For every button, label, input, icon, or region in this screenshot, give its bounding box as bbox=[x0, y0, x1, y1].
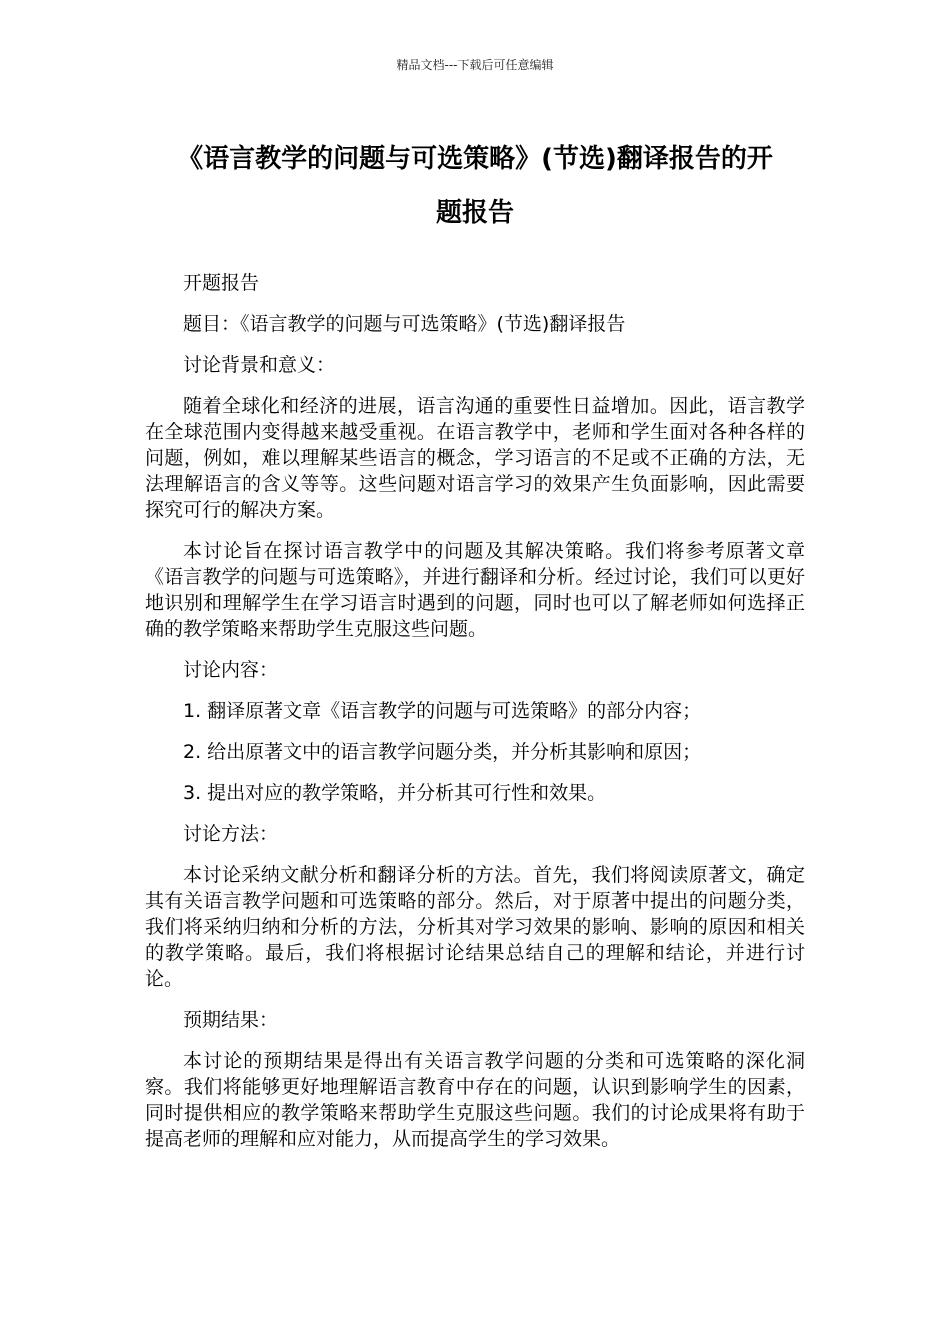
background-label: 讨论背景和意义： bbox=[183, 354, 336, 376]
content-item: 3. 提出对应的教学策略，并分析其可行性和效果。 bbox=[183, 782, 607, 804]
section-heading: 开题报告 bbox=[183, 272, 260, 294]
title-line-2: 题报告 bbox=[435, 198, 514, 228]
document-title bbox=[140, 132, 810, 240]
document-body bbox=[145, 270, 805, 1167]
result-paragraph: 本讨论的预期结果是得出有关语言教学问题的分类和可选策略的深化洞察。我们将能够更好地理解语言教育中存在的问题，认识到影响学生的因素，同时提供相应的教学策略来帮助学生克服这些问题。我们的讨论成果将有助于提高老师的理解和应对能力，从而提高学生的学习效果。 bbox=[145, 1050, 805, 1150]
content-item: 2. 给出原著文中的语言教学问题分类，并分析其影响和原因； bbox=[183, 741, 702, 763]
content-label: 讨论内容： bbox=[183, 659, 279, 681]
title-line-1: 《语言教学的问题与可选策略》(节选)翻译报告的开 bbox=[177, 144, 773, 174]
header-note: 精品文档---下载后可任意编辑 bbox=[396, 58, 554, 72]
background-paragraph-1: 随着全球化和经济的进展，语言沟通的重要性日益增加。因此，语言教学在全球范围内变得越来越受重视。在语言教学中，老师和学生面对各种各样的问题，例如，难以理解某些语言的概念，学习语言的不足或不正确的方法，无法理解语言的含义等等。这些问题对语言学习的效果产生负面影响，因此需要探究可行的解决方案。 bbox=[145, 395, 805, 521]
background-paragraph-2: 本讨论旨在探讨语言教学中的问题及其解决策略。我们将参考原著文章《语言教学的问题与可选策略》，并进行翻译和分析。经过讨论，我们可以更好地识别和理解学生在学习语言时遇到的问题，同时也可以了解老师如何选择正确的教学策略来帮助学生克服这些问题。 bbox=[145, 540, 805, 640]
method-paragraph: 本讨论采纳文献分析和翻译分析的方法。首先，我们将阅读原著文，确定其有关语言教学问题和可选策略的部分。然后，对于原著中提出的问题分类，我们将采纳归纳和分析的方法，分析其对学习效果的影响、影响的原因和相关的教学策略。最后，我们将根据讨论结果总结自己的理解和结论，并进行讨论。 bbox=[145, 864, 805, 990]
method-label: 讨论方法： bbox=[183, 823, 279, 845]
content-item: 1. 翻译原著文章《语言教学的问题与可选策略》的部分内容； bbox=[183, 700, 702, 722]
result-label: 预期结果： bbox=[183, 1009, 279, 1031]
topic-line: 题目：《语言教学的问题与可选策略》(节选)翻译报告 bbox=[183, 313, 626, 335]
